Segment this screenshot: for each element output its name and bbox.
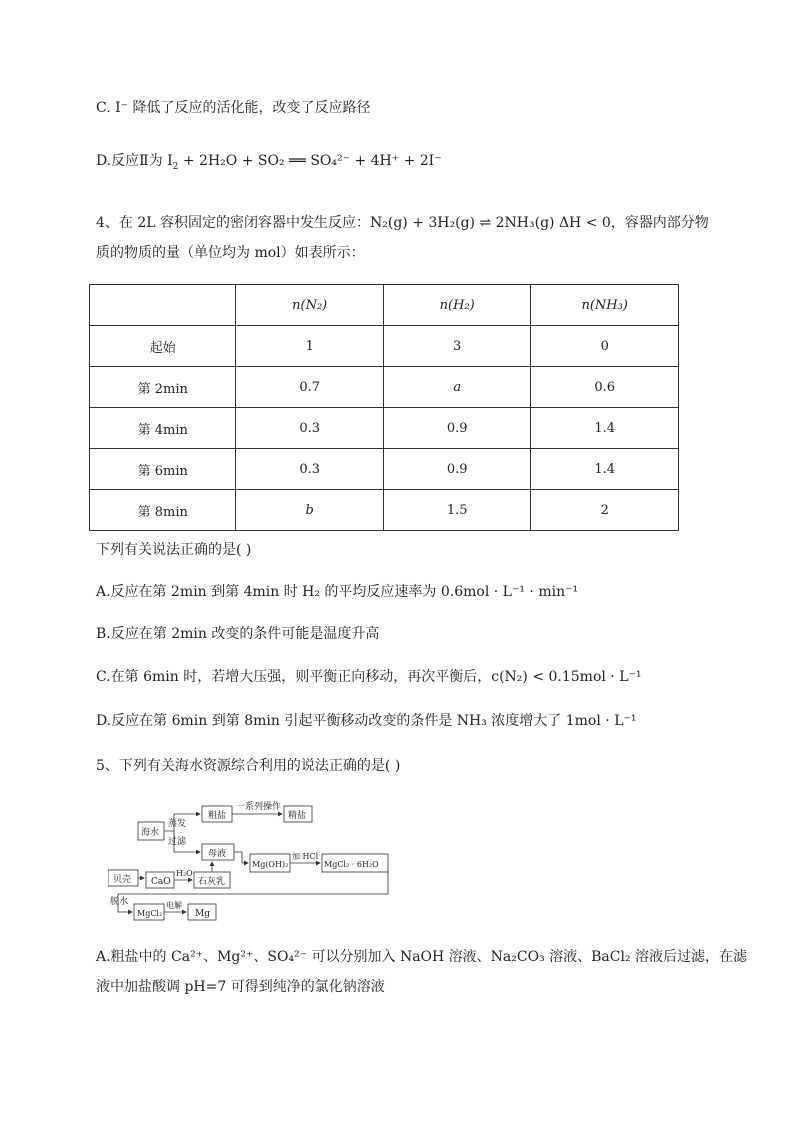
- shell-label: 贝壳: [113, 875, 132, 885]
- table-cell: 0.3: [236, 408, 383, 449]
- table-cell: a: [383, 367, 530, 408]
- q4-option-a: A.反应在第 2min 到第 4min 时 H₂ 的平均反应速率为 0.6mol · L⁻¹ · min⁻¹: [96, 584, 579, 600]
- q4-option-c: C.在第 6min 时，若增大压强，则平衡正向移动，再次平衡后，c(N₂) < 0.15mol · L⁻¹: [96, 669, 642, 685]
- table-cell: 3: [383, 326, 530, 367]
- q4-stem-line2: 质的物质的量（单位均为 mol）如表所示：: [96, 245, 365, 261]
- add-hcl-label: 加 HCl: [292, 852, 319, 861]
- table-cell: 1: [236, 326, 383, 367]
- electrolysis-label: 电解: [166, 901, 182, 910]
- q4-option-d: D.反应在第 6min 到第 8min 引起平衡移动改变的条件是 NH₃ 浓度增大了 1mol · L⁻¹: [96, 713, 637, 729]
- seawater-label: 海水: [141, 828, 160, 838]
- q4-prompt: 下列有关说法正确的是( ): [96, 542, 252, 558]
- table-cell: 1.5: [383, 490, 530, 531]
- cao-label: CaO: [151, 877, 171, 887]
- table-row: [90, 408, 679, 449]
- table-cell: 0.6: [531, 367, 679, 408]
- filter-label: 过滤: [168, 837, 187, 847]
- table-cell: 0.3: [236, 449, 383, 490]
- table-row: [90, 326, 679, 367]
- table-cell: b: [236, 490, 383, 531]
- seawater-process-diagram: [108, 796, 398, 924]
- table-row: [90, 367, 679, 408]
- table-cell: 第 2min: [90, 367, 236, 408]
- q5-option-a-line2: 液中加盐酸调 pH=7 可得到纯净的氯化钠溶液: [96, 979, 385, 995]
- series-ops-label: 一系列操作: [236, 802, 282, 812]
- mother-liquor-label: 母液: [208, 849, 227, 859]
- table-header-cell: n(H₂): [383, 285, 530, 326]
- q4-option-b: B.反应在第 2min 改变的条件可能是温度升高: [96, 626, 380, 642]
- option-d-prefix: D.反应Ⅱ为 I: [96, 153, 173, 169]
- dehydrate-label: 脱水: [110, 897, 129, 907]
- q4-stem-line1: 4、在 2L 容积固定的密闭容器中发生反应：N₂(g) + 3H₂(g) ⇌ 2NH₃(g) ΔH < 0，容器内部分物: [96, 215, 709, 231]
- option-d-previous: D.反应Ⅱ为 $I_2 + 2H_2O + SO_2$ ══ SO₄²⁻ + 4H⁺ + 2I⁻: [96, 153, 442, 172]
- q5-stem: 5、下列有关海水资源综合利用的说法正确的是( ): [96, 758, 401, 774]
- q5-option-a-line1: A.粗盐中的 Ca²⁺、Mg²⁺、SO₄²⁻ 可以分别加入 NaOH 溶液、Na₂CO₃ 溶液、BaCl₂ 溶液后过滤，在滤: [96, 949, 748, 965]
- table-cell: 0.7: [236, 367, 383, 408]
- table-cell: 0.9: [383, 449, 530, 490]
- h2o-label: H₂O: [176, 869, 193, 878]
- table-header-cell: [90, 285, 236, 326]
- option-d-equation: + 2H₂O + SO₂ ══ SO₄²⁻ + 4H⁺ + 2I⁻: [178, 153, 442, 169]
- table-cell: 第 8min: [90, 490, 236, 531]
- table-header-cell: n(NH₃): [531, 285, 679, 326]
- table-cell: 第 4min: [90, 408, 236, 449]
- table-cell: 起始: [90, 326, 236, 367]
- mgoh2-label: Mg(OH)₂: [252, 860, 289, 869]
- lime-milk-label: 石灰乳: [198, 877, 226, 887]
- table-cell: 0.9: [383, 408, 530, 449]
- mgcl2-hydrate-label: MgCl₂ · 6H₂O: [324, 860, 379, 869]
- table-cell: 1.4: [531, 408, 679, 449]
- table-header-cell: n(N₂): [236, 285, 383, 326]
- table-cell: 0: [531, 326, 679, 367]
- table-header-row: [90, 285, 679, 326]
- table-cell: 第 6min: [90, 449, 236, 490]
- q4-data-table: [89, 284, 679, 531]
- option-c-previous: C. I⁻ 降低了反应的活化能，改变了反应路径: [96, 100, 371, 116]
- table-cell: 1.4: [531, 449, 679, 490]
- mg-label: Mg: [195, 909, 210, 919]
- table-row: [90, 490, 679, 531]
- refined-salt-label: 精盐: [288, 811, 307, 821]
- crude-salt-label: 粗盐: [208, 811, 227, 821]
- evaporate-label: 蒸发: [168, 819, 187, 829]
- table-cell: 2: [531, 490, 679, 531]
- table-row: [90, 449, 679, 490]
- mgcl2-label: MgCl₂: [137, 909, 163, 918]
